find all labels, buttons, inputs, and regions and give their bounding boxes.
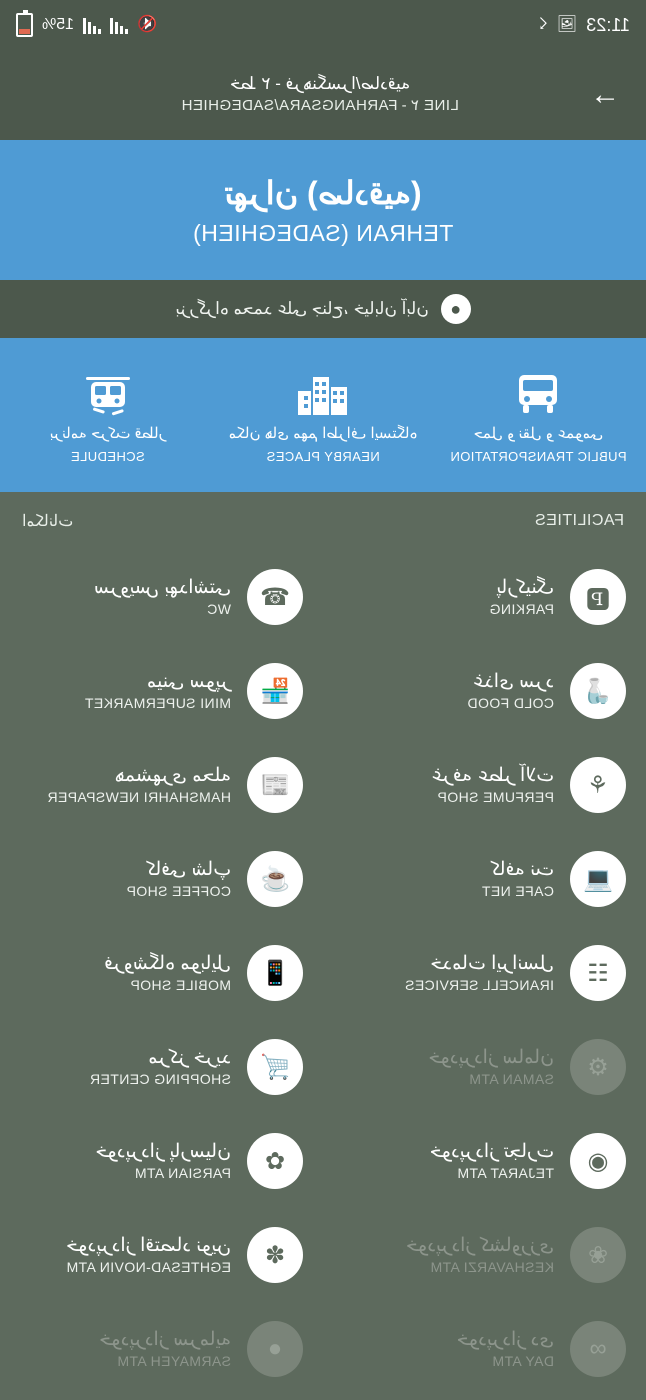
facility-item-irancell-services[interactable]: [323, 926, 646, 1020]
facility-label-fa: خودپرداز کشاورزی: [405, 1234, 554, 1256]
facility-label-en: IRANCELL SERVICES: [404, 977, 554, 994]
sim-icon: ☷: [570, 945, 626, 1001]
buildings-icon: [295, 367, 351, 417]
mute-icon: 🔇: [137, 16, 157, 33]
line-title-en: LINE ۲ - FARHANGSARA/SADEGHIEH: [181, 97, 459, 115]
signal-bars-icon-2: [83, 16, 101, 34]
newspaper-icon: 📰: [247, 757, 303, 813]
bluetooth-icon: ☇: [538, 16, 548, 33]
status-bar-right: [16, 13, 157, 37]
facility-label-en: WC: [206, 601, 231, 618]
facility-item-cafe-net[interactable]: [323, 832, 646, 926]
facility-label-fa: کافی شاپ: [146, 858, 231, 880]
action-label-en: PUBLIC TRANSPORTATION: [450, 448, 627, 464]
facility-label-fa: غرفه عطر آلات: [432, 764, 554, 786]
action-schedule[interactable]: [0, 367, 215, 464]
facility-item-mini-supermarket[interactable]: [0, 644, 323, 738]
facility-label-en: HAMSHAHRI NEWSPAPER: [47, 789, 231, 806]
facility-label-fa: خودپرداز سامان: [428, 1046, 554, 1068]
back-arrow-icon[interactable]: →: [590, 78, 620, 111]
facility-item-parsian-atm[interactable]: [0, 1114, 323, 1208]
facility-item-keshavarzi-atm: [323, 1208, 646, 1302]
bus-icon: [514, 367, 562, 417]
facility-label-en: EGHTESAD-NOVIN ATM: [66, 1259, 231, 1276]
facility-label-fa: خودپرداز اقتصاد نوین: [66, 1234, 231, 1256]
atm-day-icon: ∞: [570, 1321, 626, 1377]
basket-icon: 🛒: [247, 1039, 303, 1095]
facility-label-fa: پارکینگ: [496, 576, 554, 598]
facility-item-day-atm: [323, 1302, 646, 1396]
facility-label-en: DAY ATM: [492, 1353, 554, 1370]
facilities-header: [0, 492, 646, 550]
facility-label-fa: غذای سرد: [473, 670, 554, 692]
facilities-grid: [0, 550, 646, 1396]
store-icon: 🏪: [247, 663, 303, 719]
action-label-en: SCHEDULE: [70, 448, 145, 464]
facility-label-en: SHOPPING CENTER: [89, 1071, 231, 1088]
facility-label-fa: سرویس بهداشتی: [93, 576, 231, 598]
facility-label-fa: خودپرداز سرمایه: [99, 1328, 231, 1350]
facility-item-tejarat-atm[interactable]: [323, 1114, 646, 1208]
action-strip: [0, 338, 646, 492]
monitor-icon: 💻: [570, 851, 626, 907]
facility-label-en: PERFUME SHOP: [437, 789, 554, 806]
facility-label-en: TEJARAT ATM: [457, 1165, 554, 1182]
facility-item-parking[interactable]: [323, 550, 646, 644]
mobile-icon: 📱: [247, 945, 303, 1001]
facility-label-en: MINI SUPERMARKET: [84, 695, 231, 712]
facility-label-fa: خدمات ایرانسل: [430, 952, 554, 974]
facility-label-en: PARKING: [489, 601, 554, 618]
coldfood-icon: 🍶: [570, 663, 626, 719]
action-label-fa: مکان های مهم اطراف ایستگاه: [228, 424, 418, 442]
app-bar: [0, 50, 646, 140]
facility-label-fa: خودپرداز تجارت: [429, 1140, 554, 1162]
status-bar-left: [539, 15, 630, 36]
image-icon: 🖼: [556, 16, 578, 33]
atm-keshavarzi-icon: ❀: [570, 1227, 626, 1283]
facilities-header-en: FACILITIES: [534, 512, 624, 529]
action-label-en: NEARBY PLACES: [266, 448, 380, 464]
facility-label-fa: فروشگاه موبایل: [104, 952, 231, 974]
station-name-fa: تهران (صادقیه): [224, 174, 422, 211]
station-address: [0, 280, 646, 338]
action-label-fa: حمل و نقل و عمومی: [473, 424, 604, 442]
perfume-icon: ⚘: [570, 757, 626, 813]
action-label-fa: برنامه حرکت قطار: [49, 424, 166, 442]
action-public-transportation[interactable]: [431, 367, 646, 464]
facility-label-fa: خودپرداز پارسیان: [95, 1140, 231, 1162]
facility-label-en: SARMAYEH ATM: [117, 1353, 231, 1370]
atm-parsian-icon: ✿: [247, 1133, 303, 1189]
facility-item-sarmayeh-atm: [0, 1302, 323, 1396]
facility-label-en: SAMAN ATM: [468, 1071, 554, 1088]
facility-item-newspaper[interactable]: [0, 738, 323, 832]
atm-saman-icon: ⚙: [570, 1039, 626, 1095]
battery-icon: [16, 13, 33, 37]
phone-icon: ☎: [247, 569, 303, 625]
facility-label-fa: همشهری محله: [114, 764, 231, 786]
facility-label-fa: مینی سوپر: [146, 670, 231, 692]
parking-icon: 🅿: [570, 569, 626, 625]
facility-item-eghtesad-novin-atm[interactable]: [0, 1208, 323, 1302]
atm-tejarat-icon: ◉: [570, 1133, 626, 1189]
facility-label-fa: مرکز خرید: [148, 1046, 231, 1068]
location-pin-icon: ●: [441, 294, 471, 324]
facility-item-mobile-shop[interactable]: [0, 926, 323, 1020]
status-clock: 11:23: [586, 14, 630, 35]
facility-item-shopping-center[interactable]: [0, 1020, 323, 1114]
facility-item-perfume-shop[interactable]: [323, 738, 646, 832]
action-nearby-places[interactable]: [215, 367, 430, 464]
train-icon: [84, 367, 132, 417]
station-header: [0, 140, 646, 280]
facility-item-cold-food[interactable]: [323, 644, 646, 738]
facility-label-en: PARSIAN ATM: [134, 1165, 231, 1182]
status-bar: [0, 0, 646, 50]
facilities-header-fa: امکانات: [22, 513, 74, 530]
station-address-text: بزرگراه محمد علی جناح، خیابان آبان: [175, 299, 429, 318]
app-bar-titles: [18, 73, 582, 116]
line-title-fa: خط ۲ - فرهنگسرا/صادقیه: [229, 74, 411, 94]
facility-label-en: CAFE NET: [481, 883, 554, 900]
facility-item-saman-atm: [323, 1020, 646, 1114]
atm-eghtesad-icon: ✽: [247, 1227, 303, 1283]
battery-percent: 15%: [42, 16, 75, 33]
facility-item-coffee-shop[interactable]: [0, 832, 323, 926]
facility-label-en: COFFEE SHOP: [126, 883, 231, 900]
signal-bars-icon: [110, 16, 128, 34]
facility-label-fa: خودپرداز دی: [456, 1328, 554, 1350]
facility-label-en: MOBILE SHOP: [130, 977, 231, 994]
station-name-en: TEHRAN (SADEGHIEH): [192, 219, 454, 246]
facility-label-fa: کافه نت: [490, 858, 554, 880]
facility-item-wc[interactable]: [0, 550, 323, 644]
facility-label-en: COLD FOOD: [467, 695, 554, 712]
facility-label-en: KESHAVARZI ATM: [430, 1259, 554, 1276]
atm-sarmayeh-icon: ●: [247, 1321, 303, 1377]
coffee-icon: ☕: [247, 851, 303, 907]
